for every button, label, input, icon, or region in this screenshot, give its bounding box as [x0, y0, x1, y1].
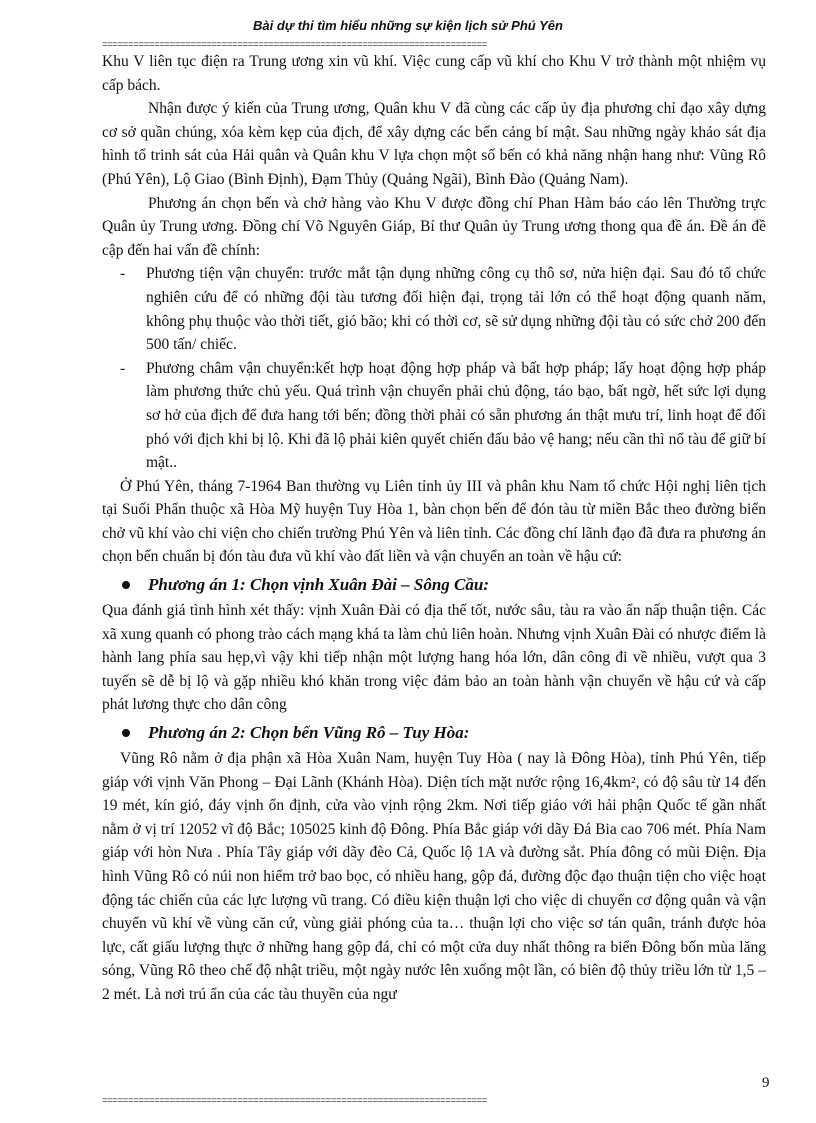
page-number: 9 [762, 1075, 770, 1091]
dash-marker: - [120, 265, 126, 283]
document-body [102, 50, 766, 1007]
header-rule: ========================================================================== [102, 40, 487, 50]
paragraph: Ở Phú Yên, tháng 7-1964 Ban thường vụ Liên tỉnh ủy III và phân khu Nam tổ chức Hội nghị liên tịch tại Suối Phẩn thuộc xã Hòa Mỹ huyện Tuy Hòa 1, bàn chọn bến để đón tàu từ miền Bắc theo đường biển chở vũ khí vào chi viện cho chiến trường Phú Yên và liên tỉnh. Các đồng chí lãnh đạo đã đưa ra phương án chọn bến chuẩn bị đón tàu đưa vũ khí vào đất liền và vận chuyển an toàn về hậu cứ: [102, 477, 766, 566]
paragraph: Khu V liên tục điện ra Trung ương xin vũ khí. Việc cung cấp vũ khí cho Khu V trở thành một nhiệm vụ cấp bách. [102, 53, 766, 94]
page-header: Bài dự thi tìm hiểu những sự kiện lịch sử Phú Yên [253, 18, 563, 33]
bullet-icon [122, 729, 130, 737]
section-heading-text: Phương án 1: Chọn vịnh Xuân Đài – Sông Cầu: [148, 575, 490, 595]
section-heading [122, 721, 766, 745]
dash-marker: - [120, 359, 126, 377]
list-item-text: Phương châm vận chuyển:kết hợp hoạt động hợp pháp và bất hợp pháp; lấy hoạt động hợp pháp làm phương thức chủ yếu. Quá trình vận chuyển phải chủ động, táo bạo, bất ngờ, hết sức lợi dụng sơ hở của địch để đưa hang tới bến; đồng thời phải có sẵn phương án thật mưu trí, linh hoạt để đối phó với địch khi bị lộ. Khi đã lộ phải kiên quyết chiến đấu bảo vệ hang; nếu cần thì nổ tàu để giữ bí mật.. [146, 359, 766, 472]
paragraph: Phương án chọn bến và chở hàng vào Khu V được đồng chí Phan Hàm báo cáo lên Thường trực Quân ủy Trung ương. Đồng chí Võ Nguyên Giáp, Bí thư Quân ủy Trung ương thong qua đề án. Đề án đề cập đến hai vấn đề chính: [102, 194, 766, 259]
paragraph: Vũng Rô nằm ở địa phận xã Hòa Xuân Nam, huyện Tuy Hòa ( nay là Đông Hòa), tỉnh Phú Yên, tiếp giáp với vịnh Văn Phong – Đại Lãnh (Khánh Hòa). Diện tích mặt nước rộng 16,4km², có độ sâu từ 14 đến 19 mét, kín gió, đáy vịnh ổn định, cửa vào vịnh rộng 2km. Nơi tiếp giáo với hải phận Quốc tế gần nhất nằm ở vị trí 12052 vĩ độ Bắc; 105025 kinh độ Đông. Phía Bắc giáp với dãy Đá Bia cao 706 mét. Phía Nam giáp với hòn Nưa . Phía Tây giáp với dãy đèo Cả, Quốc lộ 1A và đường sắt. Phía đông có mũi Điện. Địa hình Vũng Rô có núi non hiểm trở bao bọc, có nhiều hang, gộp đá, đường độc đạo thuận tiện cho việc hoạt động tác chiến của các lực lượng vũ trang. Có điều kiện thuận lợi cho việc di chuyển cơ động quân và vận chuyển vũ khí về vùng căn cứ, vùng giải phóng của ta… thuận lợi cho việc sơ tán quân, tránh được hỏa lực, cất giấu lượng thực ở những hang gộp đá, chỉ có một cửa duy nhất thông ra biển Đông bốn mùa lăng sóng, Vũng Rô theo chế độ nhật triều, một ngày nước lên xuống một lần, có biên độ thủy triều lớn từ 1,5 – 2 mét. Là nơi trú ẩn của các tàu thuyền của ngư [102, 750, 766, 1003]
bullet-icon [122, 581, 130, 589]
list-item [120, 357, 766, 475]
paragraph: Nhận được ý kiến của Trung ương, Quân khu V đã cùng các cấp ủy địa phương chỉ đạo xây dựng cơ sở quần chúng, xóa kèm kẹp của địch, để xây dựng các bến cảng bí mật. Sau những ngày khảo sát địa hình tổ trinh sát của Hải quân và Quân khu V lựa chọn một số bến có khả năng nhận hang như: Vũng Rô (Phú Yên), Lộ Giao (Bình Định), Đạm Thủy (Quảng Ngãi), Bình Đào (Quảng Nam). [102, 100, 766, 188]
list-item-text: Phương tiện vận chuyển: trước mắt tận dụng những công cụ thô sơ, nửa hiện đại. Sau đó tổ chức nghiên cứu để có những đội tàu tương đối hiện đại, trọng tải lớn có thể hoạt động quanh năm, không phụ thuộc vào thời tiết, gió bão; khi có thời cơ, sẽ sử dụng những đội tàu có sức chở 200 đến 500 tấn/ chiếc. [146, 265, 766, 354]
paragraph: Qua đánh giá tình hình xét thấy: vịnh Xuân Đài có địa thế tốt, nước sâu, tàu ra vào ẩn nấp thuận tiện. Các xã xung quanh có phong trào cách mạng khá ta làm chủ liên hoàn. Nhưng vịnh Xuân Đài có nhược điểm là hành lang phía sau hẹp,vì vậy khi tiếp nhận một lượng hang hóa lớn, dân công đi về nhiều, vượt qua 3 tuyến sẽ dễ bị lộ và gặp nhiều khó khăn trong việc đảm bảo an toàn hành vận chuyển về hậu cứ và cấp phát lương thực cho dân công [102, 602, 766, 714]
list-item [120, 262, 766, 356]
section-heading-text: Phương án 2: Chọn bến Vũng Rô – Tuy Hòa: [148, 723, 470, 743]
footer-rule: ========================================================================== [102, 1096, 487, 1106]
section-heading [122, 573, 766, 597]
